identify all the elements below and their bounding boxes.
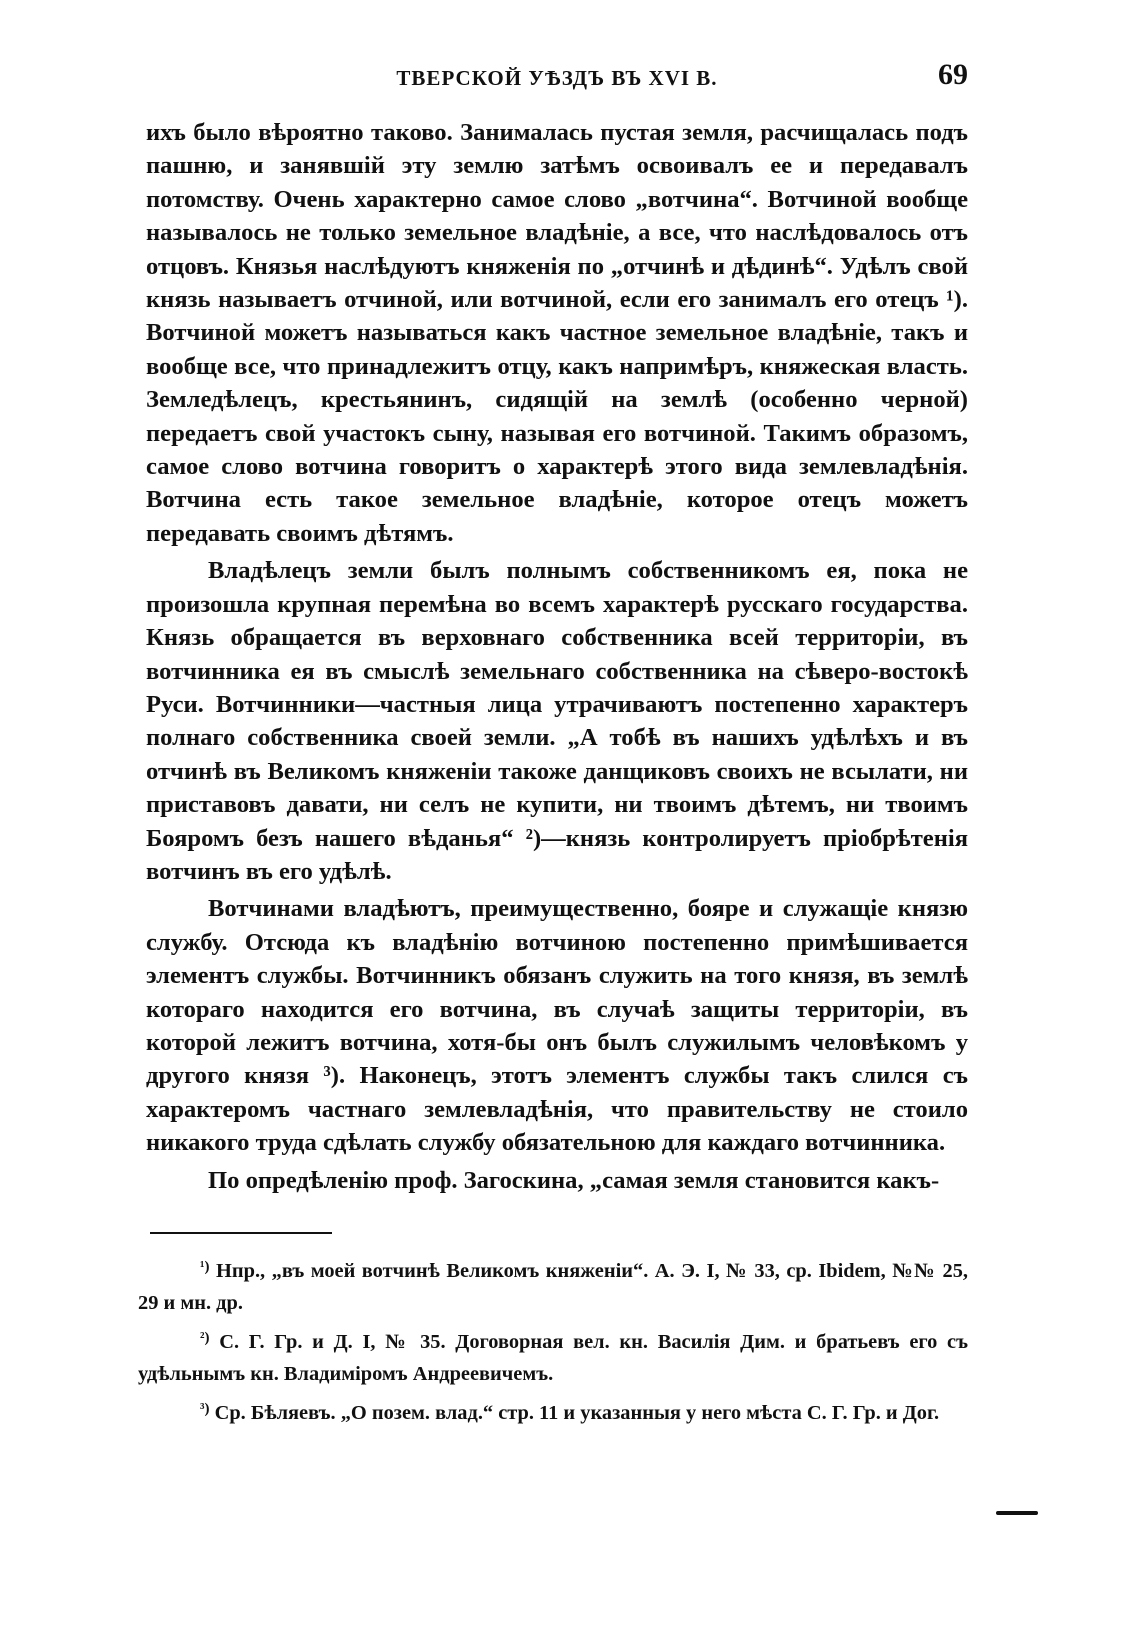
paragraph-1: ихъ было вѣроятно таково. Занималась пустая земля, расчищалась подъ пашню, и занявшій эту землю затѣмъ освоивалъ ее и передавалъ потомству. Очень характерно самое слово „вотчина“. Вотчиной вообще называлось не только земельное владѣніе, а все, что наслѣдовалось отъ отцовъ. Князья наслѣдуютъ княженія по „отчинѣ и дѣдинѣ“. Удѣлъ свой князь называетъ отчиной, или вотчиной, если его занималъ его отецъ ¹). Вотчиной можетъ называться какъ частное земельное владѣніе, такъ и вообще все, что принадлежитъ отцу, какъ напримѣръ, княжеская власть. Земледѣлецъ, крестьянинъ, сидящій на землѣ (особенно черной) передаетъ свой участокъ сыну, называя его вотчиной. Такимъ образомъ, самое слово вотчина говоритъ о характерѣ этого вида землевладѣнія. Вотчина есть такое земельное владѣніе, которое отецъ можетъ передавать своимъ дѣтямъ. — [146, 119, 968, 547]
body-text — [146, 116, 968, 1197]
running-title: ТВЕРСКОЙ УѢЗДЪ ВЪ XVI В. — [396, 66, 718, 90]
footnote-divider — [150, 1232, 332, 1234]
footnote-3 — [138, 1393, 968, 1429]
footnote-2 — [138, 1322, 968, 1390]
footnotes — [138, 1251, 968, 1432]
page-number: 69 — [938, 58, 968, 91]
paragraph-2: Владѣлецъ земли былъ полнымъ собственникомъ ея, пока не произошла крупная перемѣна во всемъ характерѣ русскаго государства. Князь обращается въ верховнаго собственника всей территоріи, въ вотчинника ея въ смыслѣ земельнаго собственника на сѣверо-востокѣ Руси. Вотчинники—частныя лица утрачиваютъ постепенно характеръ полнаго собственника своей земли. „А тобѣ въ нашихъ удѣлѣхъ и въ отчинѣ въ Великомъ княженіи такоже данщиковъ своихъ не всылати, ни приставовъ давати, ни селъ не купити, ни твоимъ дѣтемъ, ни твоимъ Бояромъ безъ нашего вѣданья“ ²)—князь контролируетъ пріобрѣтенія вотчинъ въ его удѣлѣ. — [146, 557, 968, 885]
footnote-mark: ²) — [200, 1330, 210, 1346]
footnote-mark: ¹) — [200, 1259, 210, 1275]
footnote-1 — [138, 1251, 968, 1319]
footnote-text: Нпр., „въ моей вотчинѣ Великомъ княженіи“. А. Э. I, № 33, ср. Ibidem, №№ 25, 29 и мн. др. — [138, 1260, 968, 1314]
paragraph-3: Вотчинами владѣютъ, преимущественно, бояре и служащіе князю службу. Отсюда къ владѣнію вотчиною постепенно примѣшивается элементъ службы. Вотчинникъ обязанъ служить на того князя, въ землѣ котораго находится его вотчина, въ случаѣ защиты территоріи, въ которой лежитъ вотчина, хотя-бы онъ былъ служилымъ человѣкомъ у другого князя ³). Наконецъ, этотъ элементъ службы такъ слился съ характеромъ частнаго землевладѣнія, что правительству не стоило никакого труда сдѣлать службу обязательною для каждаго вотчинника. — [146, 895, 968, 1157]
footnote-text: С. Г. Гр. и Д. I, № 35. Договорная вел. кн. Василія Дим. и братьевъ его съ удѣльнымъ кн. Владиміромъ Андреевичемъ. — [138, 1331, 968, 1385]
footnote-text: Ср. Бѣляевъ. „О позем. влад.“ стр. 11 и указанныя у него мѣста С. Г. Гр. и Дог. — [214, 1402, 940, 1424]
running-head — [146, 58, 968, 98]
paragraph-4: По опредѣленію проф. Загоскина, „самая земля становится какъ- — [208, 1166, 940, 1194]
footnote-mark: ³) — [200, 1401, 210, 1417]
page-edge-mark — [996, 1511, 1038, 1515]
